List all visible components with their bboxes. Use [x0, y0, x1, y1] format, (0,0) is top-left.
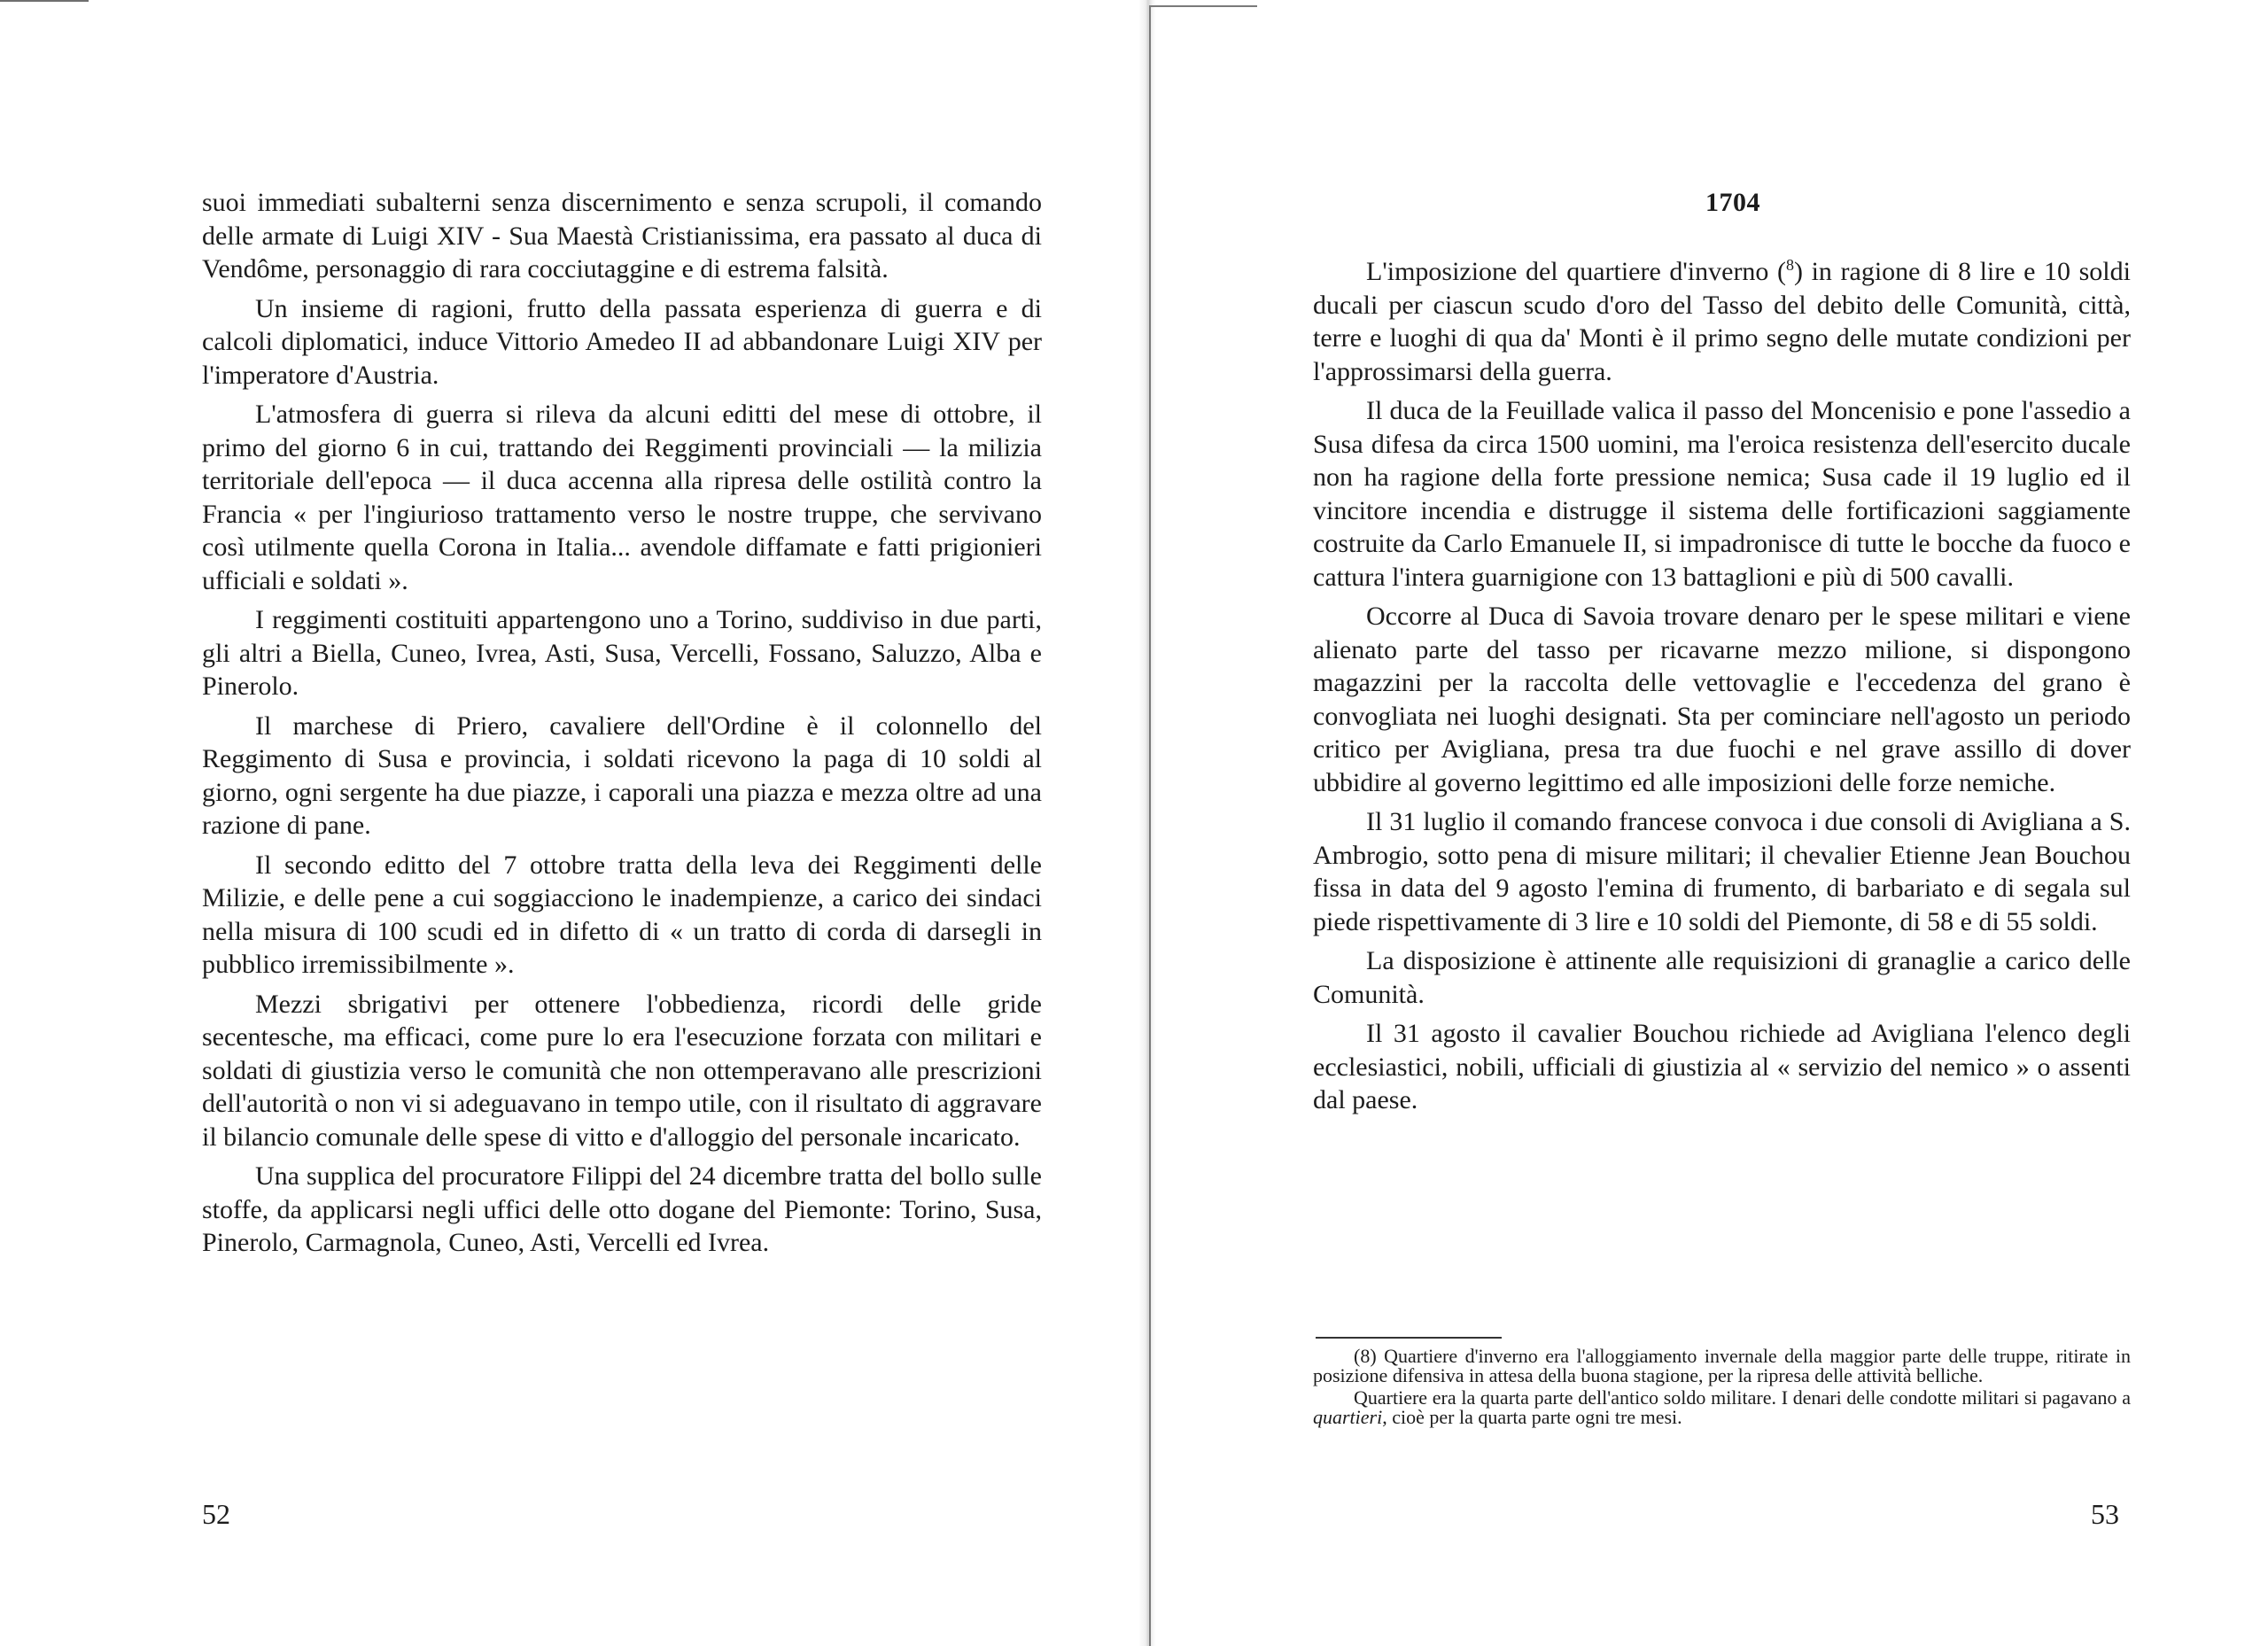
year-heading: 1704 — [1705, 188, 1760, 217]
book-gutter-shadow — [1138, 0, 1156, 1646]
right-page-body — [1313, 255, 2131, 1123]
paragraph-text: L'imposizione del quartiere d'inverno ( — [1366, 257, 1787, 286]
page-number: 53 — [2091, 1498, 2119, 1530]
page-number: 52 — [202, 1498, 230, 1530]
footnote — [1313, 1388, 2131, 1427]
footnote: (8) Quartiere d'inverno era l'alloggiamento invernale della maggior parte delle truppe, ritirate in posizione difensiva in attesa della buona stagione, per la ripresa delle attività belliche. — [1313, 1345, 2131, 1386]
footnote-text: Quartiere era la quarta parte dell'antico soldo militare. I denari delle condotte militari si pagavano a — [1354, 1386, 2131, 1409]
paragraph: Il 31 luglio il comando francese convoca i due consoli di Avigliana a S. Ambrogio, sotto pena di misure militari; il chevalier Etienne Jean Bouchou fissa in data del 9 agosto l'emina di frumento, di barbariato e di segala sul piede rispettivamente di 3 lire e 10 soldi del Piemonte, di 58 e di 55 soldi. — [1313, 807, 2131, 936]
paragraph: Il secondo editto del 7 ottobre tratta della leva dei Reggimenti delle Milizie, e delle pene a cui soggiacciono le inadempienze, a carico dei sindaci nella misura di 100 scudi ed in difetto di « un tratto di corda di darsegli in pubblico irremissibilmente ». — [202, 850, 1042, 979]
paragraph: suoi immediati subalterni senza discernimento e senza scrupoli, il comando delle armate di Luigi XIV - Sua Maestà Cristianissima, era passato al duca di Vendôme, personaggio di rara cocciutaggine e di estrema falsità. — [202, 188, 1042, 283]
paragraph: La disposizione è attinente alle requisizioni di granaglie a carico delle Comunità. — [1313, 946, 2131, 1009]
footnote-text: , cioè per la quarta parte ogni tre mesi. — [1382, 1406, 1682, 1428]
paragraph: Il duca de la Feuillade valica il passo del Moncenisio e pone l'assedio a Susa difesa da circa 1500 uomini, ma l'eroica resistenza dell'esercito ducale non ha ragione della forte pressione nemica; Susa cade il 19 luglio ed il vincitore incendia e distrugge il sistema delle fortificazioni saggiamente costruite da Carlo Emanuele II, si impadronisce di tutte le bocche da fuoco e cattura l'intera guarnigione con 13 battaglioni e più di 500 cavalli. — [1313, 396, 2131, 592]
footnote-separator — [1316, 1337, 1502, 1339]
book-gutter-line — [1149, 5, 1151, 1646]
paragraph: Il marchese di Priero, cavaliere dell'Ordine è il colonnello del Reggimento di Susa e provincia, i soldati ricevono la paga di 10 soldi al giorno, ogni sergente ha due piazze, i caporali una piazza e mezza oltre ad una razione di pane. — [202, 710, 1042, 840]
paragraph: Un insieme di ragioni, frutto della passata esperienza di guerra e di calcoli diplomatici, induce Vittorio Amedeo II ad abbandonare Luigi XIV per l'imperatore d'Austria. — [202, 293, 1042, 390]
right-page — [1156, 0, 2268, 1646]
footnotes — [1313, 1347, 2131, 1430]
paragraph: Mezzi sbrigativi per ottenere l'obbedienza, ricordi delle gride secentesche, ma efficaci, come pure lo era l'esecuzione forzata con militari e soldati di giustizia verso le comunità che non ottemperavano alle prescrizioni dell'autorità o non vi si adeguavano in tempo utile, con il risultato di aggravare il bilancio comunale delle spese di vitto e d'alloggio del personale incaricato. — [202, 989, 1042, 1152]
left-page-body — [202, 186, 1042, 1266]
paragraph: L'atmosfera di guerra si rileva da alcuni editti del mese di ottobre, il primo del giorno 6 in cui, trattando dei Reggimenti provinciali — la milizia territoriale dell'epoca — il duca accenna alla ripresa delle ostilità contro la Francia « per l'ingiurioso trattamento verso le nostre truppe, che servivano così utilmente quella Corona in Italia... avendole diffamate e fatti prigionieri ufficiali e soldati ». — [202, 400, 1042, 595]
paragraph: Occorre al Duca di Savoia trovare denaro per le spese militari e viene alienato parte del tasso per ricavarne mezzo milione, si dispongono magazzini per la raccolta delle vettovaglie e l'eccedenza del grano è convogliata nei luoghi designati. Sta per cominciare nell'agosto un periodo critico per Avigliana, presa tra due fuochi e nel grave assillo di dover ubbidire al governo legittimo ed alle imposizioni delle forze nemiche. — [1313, 602, 2131, 797]
paragraph: I reggimenti costituiti appartengono uno a Torino, suddiviso in due parti, gli altri a Biella, Cuneo, Ivrea, Asti, Susa, Vercelli, Fossano, Saluzzo, Alba e Pinerolo. — [202, 605, 1042, 701]
paragraph: Una supplica del procuratore Filippi del 24 dicembre tratta del bollo sulle stoffe, da applicarsi negli uffici delle otto dogane del Piemonte: Torino, Susa, Pinerolo, Carmagnola, Cuneo, Asti, Vercelli ed Ivrea. — [202, 1161, 1042, 1257]
paragraph-text: ) in ragione di 8 lire e 10 soldi ducali per ciascun scudo d'oro del Tasso del debito delle Comunità, città, terre e luoghi di qua da' Monti è il primo segno delle mutate condizioni per l'approssimarsi della guerra. — [1313, 257, 2131, 386]
footnote-emphasis: quartieri — [1313, 1406, 1383, 1428]
paragraph: Il 31 agosto il cavalier Bouchou richiede ad Avigliana l'elenco degli ecclesiastici, nobili, ufficiali di giustizia al « servizio del nemico » o assenti dal paese. — [1313, 1019, 2131, 1114]
footnote-reference: 8 — [1786, 256, 1795, 274]
paragraph — [1313, 255, 2131, 388]
